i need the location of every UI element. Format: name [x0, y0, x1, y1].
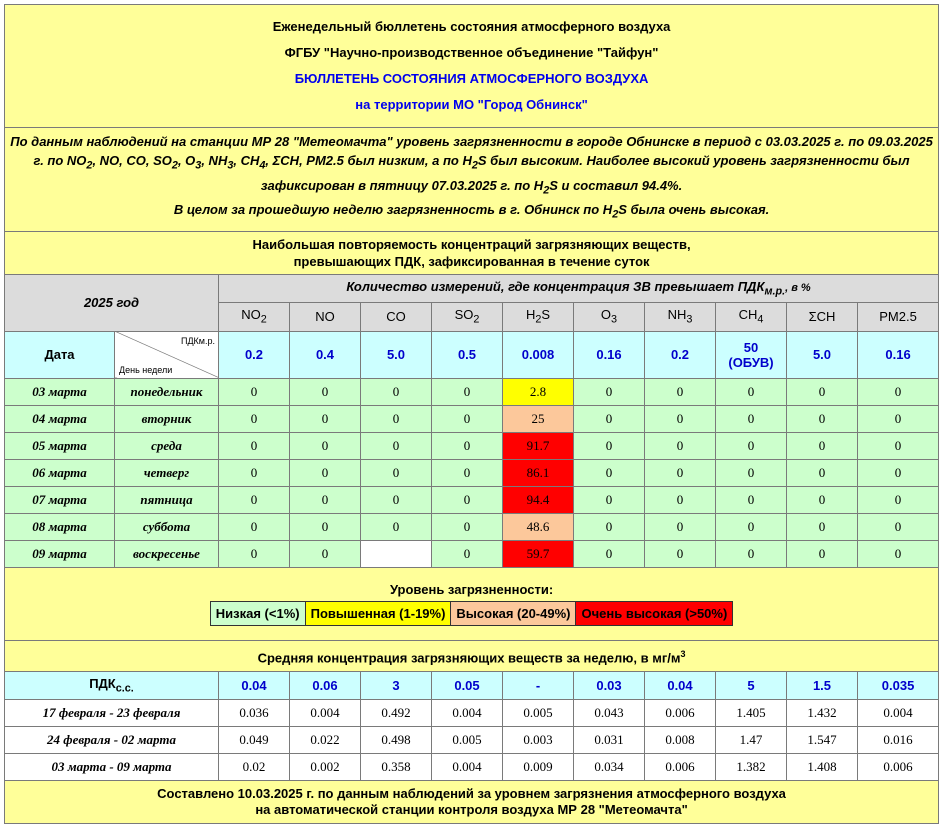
exceed-value: 0: [716, 486, 787, 513]
daily-row: [5, 432, 939, 459]
exceed-value: 0: [716, 432, 787, 459]
exceed-value: 0: [219, 432, 290, 459]
exceed-value: 0: [432, 432, 503, 459]
pdk-ss-value: -: [503, 671, 574, 699]
pdk-ss-label: $ПДК_{с.с.}$: [5, 671, 219, 699]
daily-weekday: суббота: [115, 513, 219, 540]
pdk-mr-value: 50 (ОБУВ): [716, 331, 787, 378]
avg-value: 0.036: [219, 699, 290, 726]
exceed-value: 0: [361, 432, 432, 459]
exceed-value: 0: [645, 378, 716, 405]
pdk-mr-value: 0.008: [503, 331, 574, 378]
exceed-value: 0: [787, 513, 858, 540]
corner-cell: [115, 331, 219, 378]
pollutant-name: SO: [454, 307, 474, 323]
level-legend-item: Высокая (20-49%): [451, 601, 576, 625]
exceed-value: 0: [432, 459, 503, 486]
avg-value: 0.005: [503, 699, 574, 726]
exceed-value: 0: [432, 378, 503, 405]
avg-value: 0.358: [361, 753, 432, 780]
pollutant-subscript: 2: [473, 314, 480, 327]
exceed-value: 0: [645, 486, 716, 513]
exceed-value: 0: [432, 540, 503, 567]
header-line-2: ФГБУ "Научно-производственное объединение "Тайфун": [284, 45, 659, 60]
pdk-ss-value: 0.035: [858, 671, 939, 699]
avg-value: 0.022: [290, 726, 361, 753]
exceed-value: 0: [645, 432, 716, 459]
avg-value: 1.405: [716, 699, 787, 726]
pdk-mr-value: 0.16: [858, 331, 939, 378]
pollutant-subscript: 3: [686, 314, 693, 327]
exceed-value: 0: [858, 405, 939, 432]
pollutant-subscript: 2: [535, 314, 542, 327]
exceed-section-title: Наибольшая повторяемость концентраций загрязняющих веществ, превышающих ПДК, зафиксированная в течение суток: [5, 231, 939, 274]
exceed-value: 0: [574, 405, 645, 432]
exceed-value: 0: [219, 405, 290, 432]
count-header: Количество измерений, где концентрация ЗВ превышает $ПДК_{м.р.}$, в %: [219, 274, 939, 302]
exceed-value: 94.4: [503, 486, 574, 513]
bulletin-header: [5, 5, 939, 128]
exceed-value: 0: [219, 513, 290, 540]
exceed-value: 0: [645, 405, 716, 432]
exceed-value: 0: [716, 405, 787, 432]
exceed-value: 0: [432, 405, 503, 432]
daily-date: 03 марта: [5, 378, 115, 405]
pollutant-header: [574, 302, 645, 331]
exceed-value: 0: [361, 513, 432, 540]
pdk-ss-value: 0.05: [432, 671, 503, 699]
exceed-value: 0: [645, 513, 716, 540]
avg-value: 0.02: [219, 753, 290, 780]
exceed-value: 0: [787, 459, 858, 486]
pdk-ss-value: 0.04: [219, 671, 290, 699]
exceed-value: 0: [219, 486, 290, 513]
daily-row: [5, 486, 939, 513]
exceed-value: 0: [716, 459, 787, 486]
exceed-value: 0: [574, 378, 645, 405]
pdk-ss-value: 0.03: [574, 671, 645, 699]
avg-value: 0.005: [432, 726, 503, 753]
daily-row: [5, 405, 939, 432]
exceed-value: 0: [787, 378, 858, 405]
level-legend-item: Очень высокая (>50%): [576, 601, 733, 625]
exceed-value: 0: [290, 405, 361, 432]
pdk-ss-value: 1.5: [787, 671, 858, 699]
footer: [5, 780, 939, 823]
pdk-mr-value: 0.4: [290, 331, 361, 378]
daily-weekday: среда: [115, 432, 219, 459]
avg-value: 0.009: [503, 753, 574, 780]
daily-date: 07 марта: [5, 486, 115, 513]
pollutant-subscript: 4: [757, 314, 764, 327]
exceed-value: 0: [290, 486, 361, 513]
pdk-mr-value: 0.5: [432, 331, 503, 378]
daily-date: 04 марта: [5, 405, 115, 432]
daily-row: [5, 378, 939, 405]
exceed-value: 0: [219, 459, 290, 486]
avg-value: 0.008: [645, 726, 716, 753]
level-legend-item: Повышенная (1-19%): [305, 601, 451, 625]
avg-value: 0.016: [858, 726, 939, 753]
pdk-mr-value: 0.16: [574, 331, 645, 378]
pdk-mr-value: 5.0: [361, 331, 432, 378]
avg-value: 1.47: [716, 726, 787, 753]
daily-row: [5, 513, 939, 540]
exceed-value: 0: [645, 540, 716, 567]
pollutant-tail: S: [541, 307, 551, 323]
pollutant-header: [716, 302, 787, 331]
avg-period: 24 февраля - 02 марта: [5, 726, 219, 753]
exceed-value: 0: [787, 405, 858, 432]
pollutant-subscript: 2: [260, 314, 267, 327]
pdk-mr-value: 5.0: [787, 331, 858, 378]
daily-row: [5, 540, 939, 567]
avg-value: 0.043: [574, 699, 645, 726]
avg-period: 03 марта - 09 марта: [5, 753, 219, 780]
header-line-3: БЮЛЛЕТЕНЬ СОСТОЯНИЯ АТМОСФЕРНОГО ВОЗДУХА: [294, 71, 649, 86]
exceed-value: 25: [503, 405, 574, 432]
avg-value: 0.004: [432, 699, 503, 726]
pdk-ss-value: 0.04: [645, 671, 716, 699]
exceed-value: 0: [361, 378, 432, 405]
exceed-value: 0: [290, 459, 361, 486]
pdk-mr-value: 0.2: [645, 331, 716, 378]
avg-value: 0.004: [432, 753, 503, 780]
daily-date: 05 марта: [5, 432, 115, 459]
exceed-value: 59.7: [503, 540, 574, 567]
exceed-value: 0: [574, 459, 645, 486]
exceed-value: 0: [858, 432, 939, 459]
avg-period: 17 февраля - 23 февраля: [5, 699, 219, 726]
exceed-value: 0: [574, 432, 645, 459]
exceed-value: 0: [858, 513, 939, 540]
avg-row: [5, 699, 939, 726]
pollutant-header: [858, 302, 939, 331]
pollutant-name: CH: [738, 307, 758, 323]
pdk-ss-value: 3: [361, 671, 432, 699]
pollutant-name: ΣCH: [808, 309, 836, 325]
pollutant-name: O: [600, 307, 612, 323]
avg-value: 0.492: [361, 699, 432, 726]
date-header: Дата: [5, 331, 115, 378]
pdk-corner-label: ПДКм.р.: [180, 335, 215, 346]
pdk-ss-value: 0.06: [290, 671, 361, 699]
exceed-value: 0: [858, 486, 939, 513]
exceed-value: 0: [219, 378, 290, 405]
pollutant-name: H: [525, 307, 536, 323]
exceed-value: 0: [858, 378, 939, 405]
avg-value: 0.031: [574, 726, 645, 753]
pollutant-header: [787, 302, 858, 331]
exceed-value: 48.6: [503, 513, 574, 540]
daily-date: 06 марта: [5, 459, 115, 486]
daily-weekday: четверг: [115, 459, 219, 486]
exceed-value: 0: [290, 432, 361, 459]
daily-weekday: пятница: [115, 486, 219, 513]
avg-value: 0.006: [645, 753, 716, 780]
exceed-value: [361, 540, 432, 567]
header-line-4: на территории МО "Город Обнинск": [355, 97, 588, 112]
avg-value: 0.003: [503, 726, 574, 753]
avg-value: 1.432: [787, 699, 858, 726]
pollutant-header: [361, 302, 432, 331]
exceed-value: 91.7: [503, 432, 574, 459]
avg-value: 1.547: [787, 726, 858, 753]
exceed-value: 86.1: [503, 459, 574, 486]
pollutant-header: [432, 302, 503, 331]
exceed-value: 0: [716, 540, 787, 567]
pollutant-name: NH: [667, 307, 687, 323]
levels-legend: [5, 567, 939, 640]
avg-row: [5, 753, 939, 780]
exceed-value: 0: [361, 459, 432, 486]
pollutant-name: NO: [241, 307, 261, 323]
avg-value: 0.049: [219, 726, 290, 753]
daily-weekday: понедельник: [115, 378, 219, 405]
exceed-value: 0: [716, 513, 787, 540]
exceed-value: 0: [290, 513, 361, 540]
exceed-value: 0: [290, 378, 361, 405]
exceed-value: 0: [219, 540, 290, 567]
daily-weekday: вторник: [115, 405, 219, 432]
exceed-value: 0: [787, 540, 858, 567]
daily-date: 09 марта: [5, 540, 115, 567]
pdk-ss-value: 5: [716, 671, 787, 699]
exceed-value: 0: [432, 513, 503, 540]
footer-line-2: на автоматической станции контроля воздуха МР 28 "Метеомачта": [255, 801, 688, 817]
level-legend-item: Низкая (<1%): [210, 601, 305, 625]
avg-value: 0.006: [858, 753, 939, 780]
exceed-value: 0: [716, 378, 787, 405]
avg-value: 1.382: [716, 753, 787, 780]
pollutant-subscript: 3: [611, 314, 618, 327]
exceed-value: 0: [858, 540, 939, 567]
bulletin-table: [4, 4, 939, 824]
levels-title: Уровень загрязненности:: [389, 581, 554, 597]
exceed-value: 0: [574, 513, 645, 540]
avg-value: 0.498: [361, 726, 432, 753]
avg-value: 1.408: [787, 753, 858, 780]
summary-text: По данным наблюдений на станции МР 28 "Метеомачта" уровень загрязненности в городе Обнинске в период с 03.03.2025 г. по 09.03.2025 г. по $NO_2$, NO, CO, $SO_2$, $O_3$, $NH_3$, $CH_4$, ΣCH, PM2.5 был низким, а по $H_2S$ был высоким. Наиболее высокий уровень загрязненности был зафиксирован в пятницу 07.03.2025 г. по $H_2S$ и составил 94.4%. В целом за прошедшую неделю загрязненность в г. Обнинск по $H_2S$ была очень высокая.: [5, 128, 939, 232]
daily-weekday: воскресенье: [115, 540, 219, 567]
avg-value: 0.006: [645, 699, 716, 726]
exceed-value: 0: [574, 540, 645, 567]
pollutant-name: CO: [386, 309, 406, 325]
pollutant-header: [219, 302, 290, 331]
levels-legend-table: [210, 601, 734, 626]
daily-date: 08 марта: [5, 513, 115, 540]
header-line-1: Еженедельный бюллетень состояния атмосферного воздуха: [272, 19, 671, 34]
avg-section-title: Средняя концентрация загрязняющих веществ за неделю, в $мг/м^3$: [5, 640, 939, 671]
exceed-value: 0: [574, 486, 645, 513]
avg-value: 0.034: [574, 753, 645, 780]
year-label: 2025 год: [5, 274, 219, 331]
weekday-corner-label: День недели: [119, 364, 173, 375]
pollutant-header: [290, 302, 361, 331]
avg-value: 0.004: [290, 699, 361, 726]
avg-row: [5, 726, 939, 753]
daily-row: [5, 459, 939, 486]
pollutant-header: [645, 302, 716, 331]
footer-line-1: Составлено 10.03.2025 г. по данным наблюдений за уровнем загрязнения атмосферного воздуха: [157, 785, 786, 801]
exceed-value: 0: [432, 486, 503, 513]
exceed-value: 0: [361, 405, 432, 432]
exceed-value: 0: [645, 459, 716, 486]
exceed-value: 0: [361, 486, 432, 513]
avg-value: 0.004: [858, 699, 939, 726]
exceed-value: 0: [858, 459, 939, 486]
exceed-value: 0: [290, 540, 361, 567]
pdk-mr-value: 0.2: [219, 331, 290, 378]
exceed-value: 0: [787, 432, 858, 459]
exceed-value: 0: [787, 486, 858, 513]
pollutant-name: NO: [315, 309, 335, 325]
exceed-value: 2.8: [503, 378, 574, 405]
pollutant-header: [503, 302, 574, 331]
pollutant-name: PM2.5: [879, 309, 917, 325]
avg-value: 0.002: [290, 753, 361, 780]
